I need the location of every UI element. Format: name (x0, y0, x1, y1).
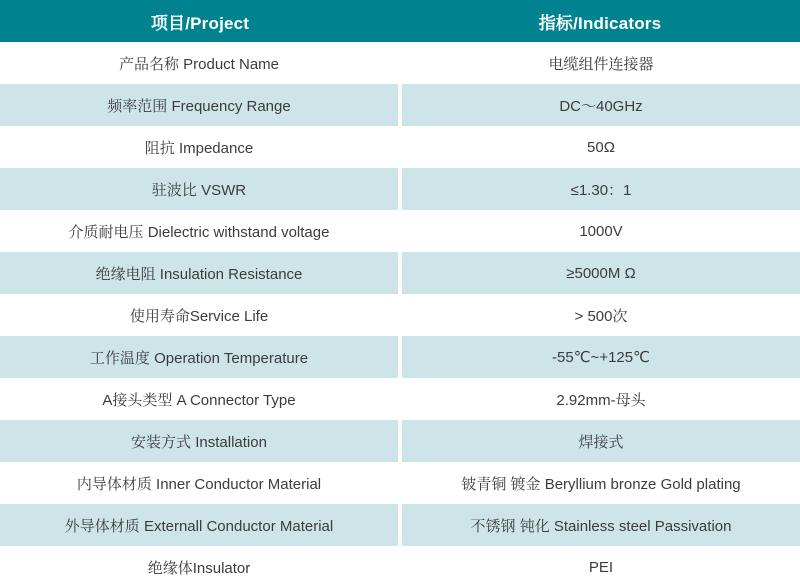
project-cell (0, 378, 398, 420)
table-body (0, 42, 800, 588)
indicator-value: > 500次 (574, 307, 628, 325)
indicator-cell (402, 504, 800, 546)
table-row (0, 462, 800, 504)
project-cell (0, 42, 398, 84)
header-cell-indicators: 指标/Indicators (538, 13, 662, 33)
header-cell-project: 项目/Project (150, 13, 250, 33)
project-cell (0, 462, 398, 504)
project-cell (0, 504, 398, 546)
indicator-value: 电缆组件连接器 (548, 55, 654, 73)
table-row (0, 336, 800, 378)
project-label: 绝缘体Insulator (147, 559, 251, 577)
project-label: 介质耐电压 Dielectric withstand voltage (68, 223, 330, 241)
project-label: 产品名称 Product Name (118, 55, 280, 73)
project-label: 安装方式 Installation (131, 433, 267, 451)
project-label: 驻波比 VSWR (151, 181, 247, 199)
indicator-cell (402, 252, 800, 294)
project-label: 阻抗 Impedance (144, 139, 254, 157)
project-cell (0, 336, 398, 378)
indicator-value: 不锈钢 钝化 Stainless steel Passivation (470, 517, 732, 535)
table-row (0, 546, 800, 588)
project-label: 使用寿命Service Life (129, 307, 269, 325)
project-label: 频率范围 Frequency Range (107, 97, 291, 115)
project-cell (0, 252, 398, 294)
table-header-row (0, 0, 800, 42)
project-cell (0, 210, 398, 252)
indicator-cell (402, 84, 800, 126)
table-row (0, 126, 800, 168)
indicator-cell (402, 168, 800, 210)
table-row (0, 504, 800, 546)
indicator-cell (402, 546, 800, 588)
table-row (0, 168, 800, 210)
indicator-cell (402, 210, 800, 252)
project-label: 外导体材质 Externall Conductor Material (64, 517, 334, 535)
indicator-value: PEI (588, 558, 614, 576)
project-label: 绝缘电阻 Insulation Resistance (95, 265, 303, 283)
indicator-value: 1000V (579, 222, 623, 240)
table-row (0, 378, 800, 420)
project-cell (0, 84, 398, 126)
indicator-cell (402, 378, 800, 420)
project-label: A接头类型 A Connector Type (102, 391, 296, 409)
indicator-cell (402, 336, 800, 378)
project-cell (0, 126, 398, 168)
table-row (0, 42, 800, 84)
indicator-value: -55℃~+125℃ (552, 349, 650, 366)
indicator-value: ≤1.30：1 (570, 181, 632, 199)
table-row (0, 84, 800, 126)
indicator-value: DC～40GHz (559, 97, 643, 115)
indicator-value: 铍青铜 镀金 Beryllium bronze Gold plating (461, 475, 741, 493)
table-row (0, 420, 800, 462)
indicator-value: 焊接式 (578, 433, 624, 451)
table-row (0, 210, 800, 252)
indicator-cell (402, 42, 800, 84)
indicator-cell (402, 294, 800, 336)
indicator-value: 50Ω (587, 138, 615, 156)
table-row (0, 252, 800, 294)
indicator-cell (402, 462, 800, 504)
project-cell (0, 546, 398, 588)
indicator-value: ≥5000M Ω (566, 264, 636, 282)
project-cell (0, 168, 398, 210)
indicator-cell (402, 126, 800, 168)
project-cell (0, 420, 398, 462)
project-label: 内导体材质 Inner Conductor Material (76, 475, 322, 493)
project-label: 工作温度 Operation Temperature (89, 349, 309, 367)
table-row (0, 294, 800, 336)
project-cell (0, 294, 398, 336)
indicator-value: 2.92mm-母头 (556, 391, 646, 409)
indicator-cell (402, 420, 800, 462)
